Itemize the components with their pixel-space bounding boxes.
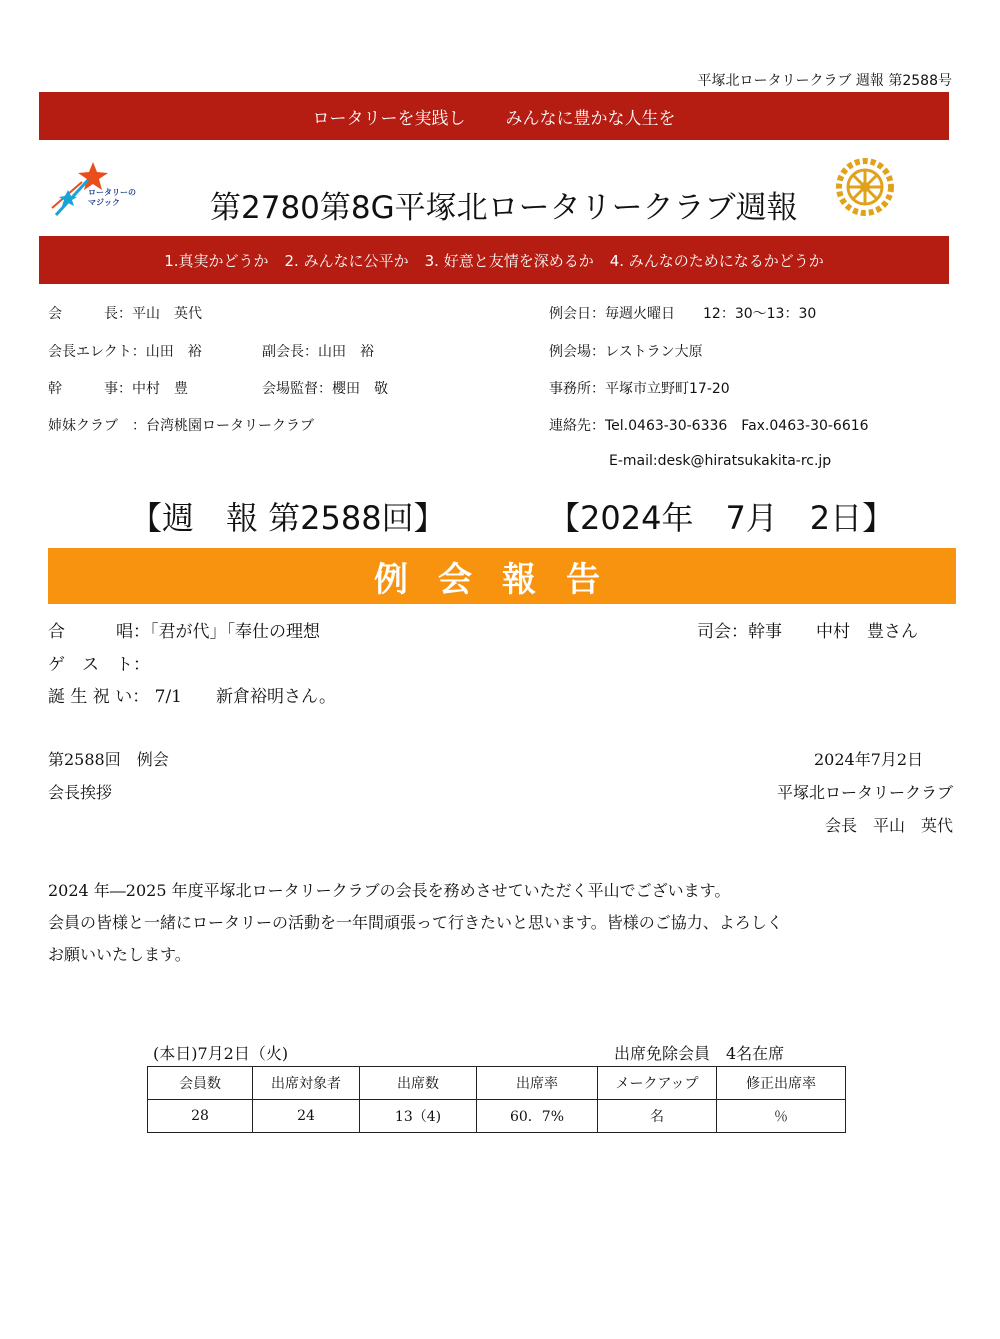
greeting-line-2: 会員の皆様と一緒にロータリーの活動を一年間頑張って行きたいと思います。皆様のご協力、よろしく [48,913,783,932]
signer: 会長 平山 英代 [824,816,953,835]
birthday-value: 7/1 新倉裕明さん。 [154,687,337,707]
greeting-date: 2024年7月2日 [814,750,924,769]
greeting-line-1: 2024 年―2025 年度平塚北ロータリークラブの会長を務めさせていただく平山でございます。 [48,881,731,900]
header-adjusted-rate: 修正出席率 [717,1067,846,1100]
table-header-row [148,1067,846,1100]
office: 平塚市立野町17-20 [605,381,730,397]
header-members: 会員数 [148,1067,253,1100]
issue-date: 【2024年 7月 2日】 [548,499,895,537]
email-address[interactable]: E-mail:desk@hiratsukakita-rc.jp [609,453,832,469]
president-label: 会 長： [48,306,132,322]
elect-row [48,341,202,361]
slogan-right: みんなに豊かな人生を [505,108,676,129]
logo-text-1: ロータリーの [88,188,136,197]
sergeant-name: 櫻田 敬 [332,381,388,397]
secretary-name: 中村 豊 [132,381,188,397]
header-rate: 出席率 [477,1067,598,1100]
contact-label: 連絡先： [549,418,605,434]
test-item-4: 4. みんなのためになるかどうか [609,251,824,270]
birthday-row [48,682,336,707]
meeting-day-row [549,303,816,323]
logo-text-2: マジック [88,198,120,207]
meeting-report-banner: 例会報告 [48,548,956,604]
greeting-subject: 会長挨拶 [48,783,113,802]
value-members: 28 [148,1100,253,1133]
slogan-left: ロータリーを実践し [312,108,466,129]
test-item-1: 1.真実かどうか [164,251,269,270]
vice-row [262,341,374,361]
meeting-day-label: 例会日： [549,306,605,322]
value-makeup: 名 [598,1100,717,1133]
secretary-label: 幹 事： [48,381,132,397]
test-item-2: 2. みんなに公平か [284,251,409,270]
elect-label: 会長エレクト： [48,344,146,360]
secretary-row [48,378,188,398]
meeting-number: 第2588回 例会 [48,750,169,769]
club-name: 平塚北ロータリークラブ [776,783,953,802]
mc-row: 司会：幹事 中村 豊さん [697,622,918,642]
venue: レストラン大原 [605,344,703,360]
chorus-row [48,617,320,642]
value-eligible: 24 [253,1100,360,1133]
attendance-table [147,1066,846,1133]
four-way-test-bar [39,236,949,284]
contact: Tel.0463-30-6336 Fax.0463-30-6616 [605,418,869,434]
office-row [549,378,730,398]
attendance-day: (本日)7月2日（火) [153,1044,289,1063]
vice-label: 副会長： [262,344,318,360]
value-present: 13（4) [360,1100,477,1133]
header-eligible: 出席対象者 [253,1067,360,1100]
slogan-bar [39,92,949,140]
sister-club-row [48,415,314,435]
rotary-wheel-icon [836,158,894,216]
sister-label: 姉妹クラブ ： [48,418,146,434]
header-present: 出席数 [360,1067,477,1100]
office-label: 事務所： [549,381,605,397]
test-item-3: 3. 好意と友情を深めるか [424,251,594,270]
meeting-day: 毎週火曜日 12：30〜13：30 [605,306,817,322]
venue-row [549,341,703,361]
issue-number: 【週 報 第2588回】 [130,499,446,537]
value-rate: 60．7% [477,1100,598,1133]
president-row [48,303,202,323]
venue-label: 例会場： [549,344,605,360]
table-row [148,1100,846,1133]
sister-name: 台湾桃園ロータリークラブ [146,418,314,434]
sergeant-row [262,378,388,398]
issue-reference: 平塚北ロータリークラブ 週報 第2588号 [697,73,952,89]
chorus-label: 合 唱： [48,622,150,642]
contact-row [549,415,869,435]
sergeant-label: 会場監督： [262,381,332,397]
guest-label: ゲ ス ト： [48,655,150,675]
page-title: 第2780第8G平塚北ロータリークラブ週報 [210,190,798,226]
vice-name: 山田 裕 [318,344,374,360]
chorus-songs: 「君が代」「奉仕の理想 [150,622,320,642]
value-adjusted-rate: ％ [717,1100,846,1133]
elect-name: 山田 裕 [145,344,202,360]
greeting-line-3: お願いいたします。 [48,945,191,964]
attendance-exempt: 出席免除会員 4名在席 [614,1044,785,1063]
rotary-magic-logo [48,160,158,220]
header-makeup: メークアップ [598,1067,717,1100]
president-name: 平山 英代 [132,306,202,322]
birthday-label: 誕 生 祝 い： [48,687,150,707]
